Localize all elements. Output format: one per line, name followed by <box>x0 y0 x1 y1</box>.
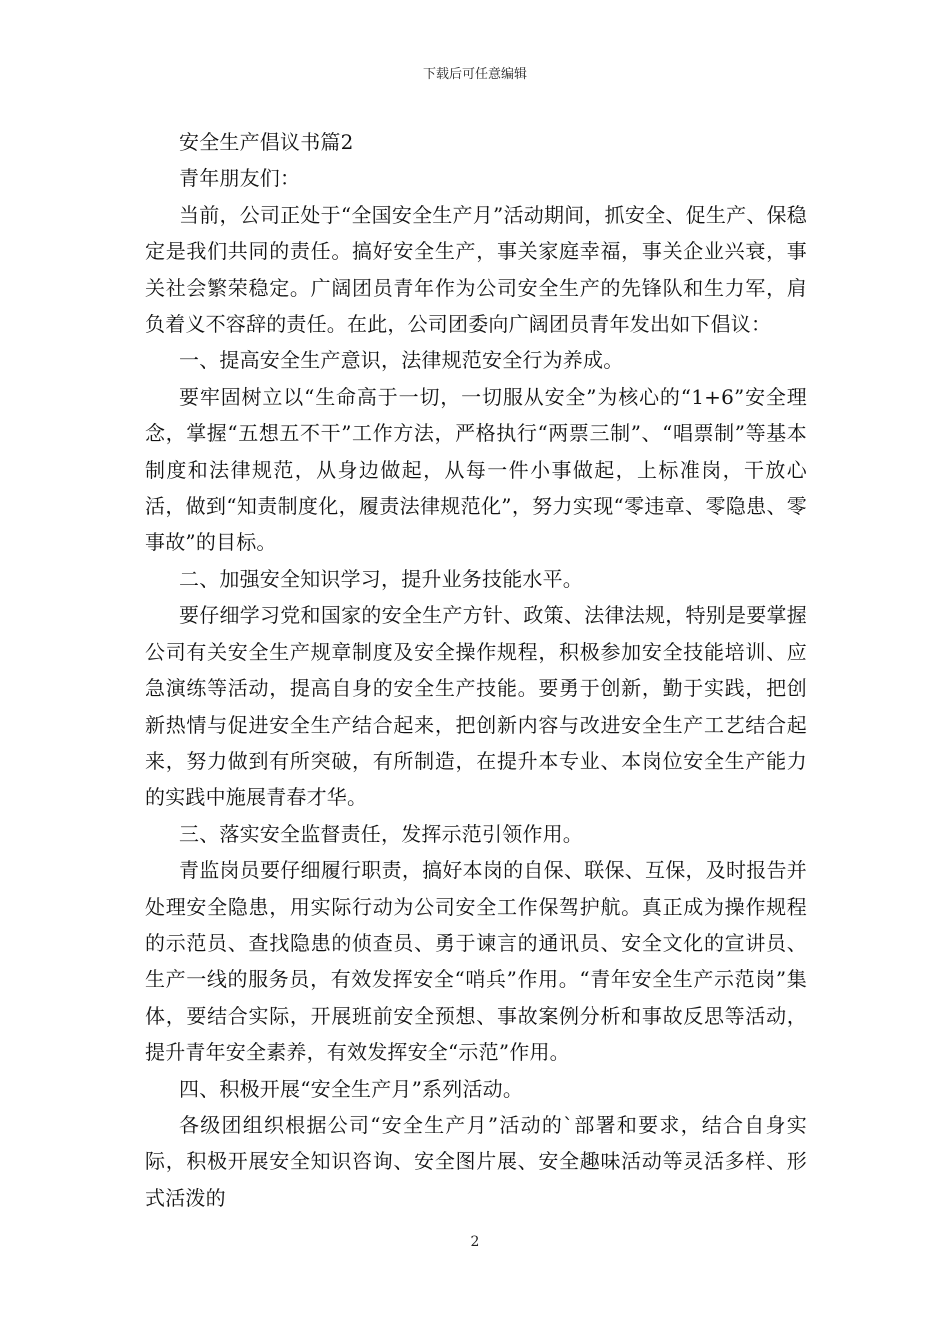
paragraph-section-2: 要仔细学习党和国家的安全生产方针、政策、法律法规，特别是要掌握公司有关安全生产规章制度及安全操作规程，积极参加安全技能培训、应急演练等活动，提高自身的安全生产技能。要勇于创新，勤于实践，把创新热情与促进安全生产结合起来，把创新内容与改进安全生产工艺结合起来，努力做到有所突破，有所制造，在提升本专业、本岗位安全生产能力的实践中施展青春才华。 <box>145 603 807 810</box>
section-heading-2: 二、加强安全知识学习，提升业务技能水平。 <box>179 566 583 591</box>
section-heading-1: 一、提高安全生产意识，法律规范安全行为养成。 <box>179 348 624 373</box>
page-header: 下载后可任意编辑 <box>422 67 527 82</box>
section-heading-4: 四、积极开展“安全生产月”系列活动。 <box>179 1076 524 1101</box>
salutation: 青年朋友们： <box>179 166 301 191</box>
document-body <box>145 124 807 1216</box>
paragraph-section-4: 各级团组织根据公司“安全生产月”活动的`部署和要求，结合自身实际，积极开展安全知识咨询、安全图片展、安全趣味活动等灵活多样、形式活泼的 <box>145 1112 807 1210</box>
paragraph-section-1: 要牢固树立以“生命高于一切，一切服从安全”为核心的“1+6”安全理念，掌握“五想五不干”工作方法，严格执行“两票三制”、“唱票制”等基本制度和法律规范，从身边做起，从每一件小事做起，上标准岗，干放心活，做到“知责制度化，履责法律规范化”，努力实现“零违章、零隐患、零事故”的目标。 <box>145 384 807 555</box>
paragraph-section-3: 青监岗员要仔细履行职责，搞好本岗的自保、联保、互保，及时报告并处理安全隐患，用实际行动为公司安全工作保驾护航。真正成为操作规程的示范员、查找隐患的侦查员、勇于谏言的通讯员、安全文化的宣讲员、生产一线的服务员，有效发挥安全“哨兵”作用。“青年安全生产示范岗”集体，要结合实际，开展班前安全预想、事故案例分析和事故反思等活动，提升青年安全素养，有效发挥安全“示范”作用。 <box>145 858 807 1065</box>
page-number: 2 <box>470 1234 480 1250</box>
document-title: 安全生产倡议书篇2 <box>179 130 354 154</box>
paragraph-intro: 当前，公司正处于“全国安全生产月”活动期间，抓安全、促生产、保稳定是我们共同的责任。搞好安全生产，事关家庭幸福，事关企业兴衰，事关社会繁荣稳定。广阔团员青年作为公司安全生产的先锋队和生力军，肩负着义不容辞的责任。在此，公司团委向广阔团员青年发出如下倡议： <box>145 202 807 337</box>
section-heading-3: 三、落实安全监督责任，发挥示范引领作用。 <box>179 821 583 846</box>
